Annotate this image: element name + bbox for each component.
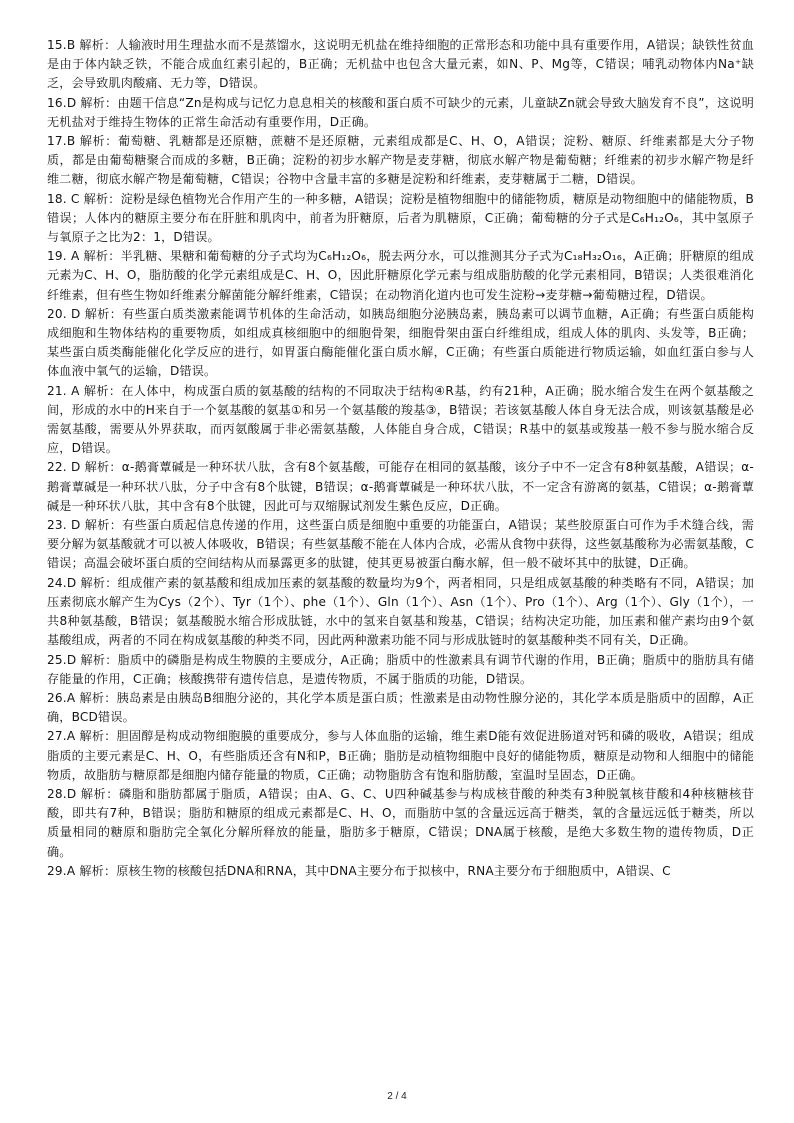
answer-paragraph-23: 23. D 解析：有些蛋白质起信息传递的作用，这些蛋白质是细胞中重要的功能蛋白，A错误；某些胶原蛋白可作为手术缝合线，需要分解为氨基酸就才可以被人体吸收，B错误；有些氨基酸不能在人体内合成，必需从食物中获得，这些氨基酸称为必需氨基酸，C错误；高温会破坏蛋白质的空间结构从而暴露更多的肽键，使其更易被蛋白酶水解，但一般不破坏其中的肽键，D正确。 [47, 518, 754, 571]
answer-paragraph-16: 16.D 解析：由题干信息“Zn是构成与记忆力息息相关的核酸和蛋白质不可缺少的元素，儿童缺Zn就会导致大脑发育不良”，这说明无机盐对于维持生物体的正常生命活动有重要作用，D正确。 [47, 95, 754, 129]
answer-paragraph-17: 17.B 解析：葡萄糖、乳糖都是还原糖，蔗糖不是还原糖，元素组成都是C、H、O，A错误；淀粉、糖原、纤维素都是大分子物质，都是由葡萄糖聚合而成的多糖，B正确；淀粉的初步水解产物是麦芽糖，彻底水解产物是葡萄糖；纤维素的初步水解产物是纤维二糖，彻底水解产物是葡萄糖，C错误；谷物中含量丰富的多糖是淀粉和纤维素，麦芽糖属于二糖，D错误。 [47, 134, 754, 187]
answer-paragraph-21: 21. A 解析：在人体中，构成蛋白质的氨基酸的结构的不同取决于结构④R基，约有21种，A正确；脱水缩合发生在两个氨基酸之间，形成的水中的H来自于一个氨基酸的氨基①和另一个氨基酸的羧基③，B错误；若该氨基酸人体自身无法合成，则该氨基酸是必需氨基酸，需要从外界获取，而丙氨酸属于非必需氨基酸，人体能自身合成，C错误；R基中的氨基或羧基一般不参与脱水缩合反应，D错误。 [47, 383, 754, 456]
answer-paragraph-15: 15.B 解析：人输液时用生理盐水而不是蒸馏水，这说明无机盐在维持细胞的正常形态和功能中具有重要作用，A错误；缺铁性贫血是由于体内缺乏铁，不能合成血红素引起的，B正确；无机盐中也包含大量元素，如N、P、Mg等，C错误；哺乳动物体内Na⁺缺乏，会导致肌肉酸痛、无力等，D错误。 [47, 38, 754, 91]
answer-paragraph-22: 22. D 解析：α-鹅膏蕈碱是一种环状八肽，含有8个氨基酸，可能存在相同的氨基酸，该分子中不一定含有8种氨基酸，A错误；α-鹅膏蕈碱是一种环状八肽，分子中含有8个肽键，B错误；α-鹅膏蕈碱是一种环状八肽，不一定含有游离的氨基，C错误；α-鹅膏蕈碱是一种环状八肽，其中含有8个肽键，因此可与双缩脲试剂发生紫色反应，D正确。 [47, 460, 754, 513]
answer-paragraph-25: 25.D 解析：脂质中的磷脂是构成生物膜的主要成分，A正确；脂质中的性激素具有调节代谢的作用，B正确；脂质中的脂肪具有储存能量的作用，C正确；核酸携带有遗传信息，是遗传物质，不属于脂质的功能，D错误。 [47, 652, 754, 686]
answer-text-body [47, 36, 754, 881]
answer-paragraph-28: 28.D 解析：磷脂和脂肪都属于脂质，A错误；由A、G、C、U四种碱基参与构成核苷酸的种类有3种脱氧核苷酸和4种核糖核苷酸，即共有7种，B错误；脂肪和糖原的组成元素都是C、H、O，而脂肪中氢的含量远远高于糖类，氧的含量远远低于糖类，所以质量相同的糖原和脂肪完全氧化分解所释放的能量，脂肪多于糖原，C错误；DNA属于核酸，是绝大多数生物的遗传物质，D正确。 [47, 786, 754, 859]
page-number: 2 / 4 [387, 1091, 407, 1102]
answer-paragraph-26: 26.A 解析：胰岛素是由胰岛B细胞分泌的，其化学本质是蛋白质；性激素是由动物性腺分泌的，其化学本质是脂质中的固醇，A正确，BCD错误。 [47, 690, 754, 725]
answer-paragraph-20: 20. D 解析：有些蛋白质类激素能调节机体的生命活动，如胰岛细胞分泌胰岛素，胰岛素可以调节血糖，A正确；有些蛋白质能构成细胞和生物体结构的重要物质，如组成真核细胞中的细胞骨架，细胞骨架由蛋白纤维组成，组成人体的肌肉、头发等，B正确；某些蛋白质类酶能催化化学反应的进行，如胃蛋白酶能催化蛋白质水解，C正确；有些蛋白质能进行物质运输，如血红蛋白参与人体血液中氧气的运输，D错误。 [47, 306, 754, 379]
answer-paragraph-27: 27.A 解析：胆固醇是构成动物细胞膜的重要成分，参与人体血脂的运输，维生素D能有效促进肠道对钙和磷的吸收，A错误；组成脂质的主要元素是C、H、O，有些脂质还含有N和P，B正确；脂肪是动植物细胞中良好的储能物质，糖原是动物和人细胞中的储能物质，故脂肪与糖原都是细胞内储存能量的物质，C正确；动物脂肪含有饱和脂肪酸，室温时呈固态，D正确。 [47, 729, 754, 782]
answer-paragraph-18: 18. C 解析：淀粉是绿色植物光合作用产生的一种多糖，A错误；淀粉是植物细胞中的储能物质，糖原是动物细胞中的储能物质，B错误；人体内的糖原主要分布在肝脏和肌肉中，前者为肝糖原，后者为肌糖原，C正确；葡萄糖的分子式是C₆H₁₂O₆，其中氢原子与氧原子之比为2：1，D错误。 [47, 191, 754, 245]
answer-paragraph-24: 24.D 解析：组成催产素的氨基酸和组成加压素的氨基酸的数量均为9个，两者相同，只是组成氨基酸的种类略有不同，A错误；加压素彻底水解产生为Cys（2个）、Tyr（1个）、phe（1个）、Gln（1个）、Asn（1个）、Pro（1个）、Arg（1个）、Gly（1个），一共8种氨基酸，B错误；氨基酸脱水缩合形成肽链，水中的氢来自氨基和羧基，C错误；结构决定功能，加压素和催产素均由9个氨基酸组成，两者的不同在构成氨基酸的种类不同，因此两种激素功能不同与形成肽链时的氨基酸种类不同有关，D正确。 [47, 575, 754, 648]
answer-paragraph-29: 29.A 解析：原核生物的核酸包括DNA和RNA，其中DNA主要分布于拟核中，RNA主要分布于细胞质中，A错误、C [47, 863, 671, 878]
answer-paragraph-19: 19. A 解析：半乳糖、果糖和葡萄糖的分子式均为C₆H₁₂O₆，脱去两分水，可以推测其分子式为C₁₈H₃₂O₁₆，A正确；肝糖原的组成元素为C、H、O，脂肪酸的化学元素组成是C、H、O，因此肝糖原化学元素与组成脂肪酸的化学元素相同，B错误；人类很难消化纤维素，但有些生物如纤维素分解菌能分解纤维素，C错误；在动物消化道内也可发生淀粉→麦芽糖→葡萄糖过程，D错误。 [47, 249, 754, 302]
